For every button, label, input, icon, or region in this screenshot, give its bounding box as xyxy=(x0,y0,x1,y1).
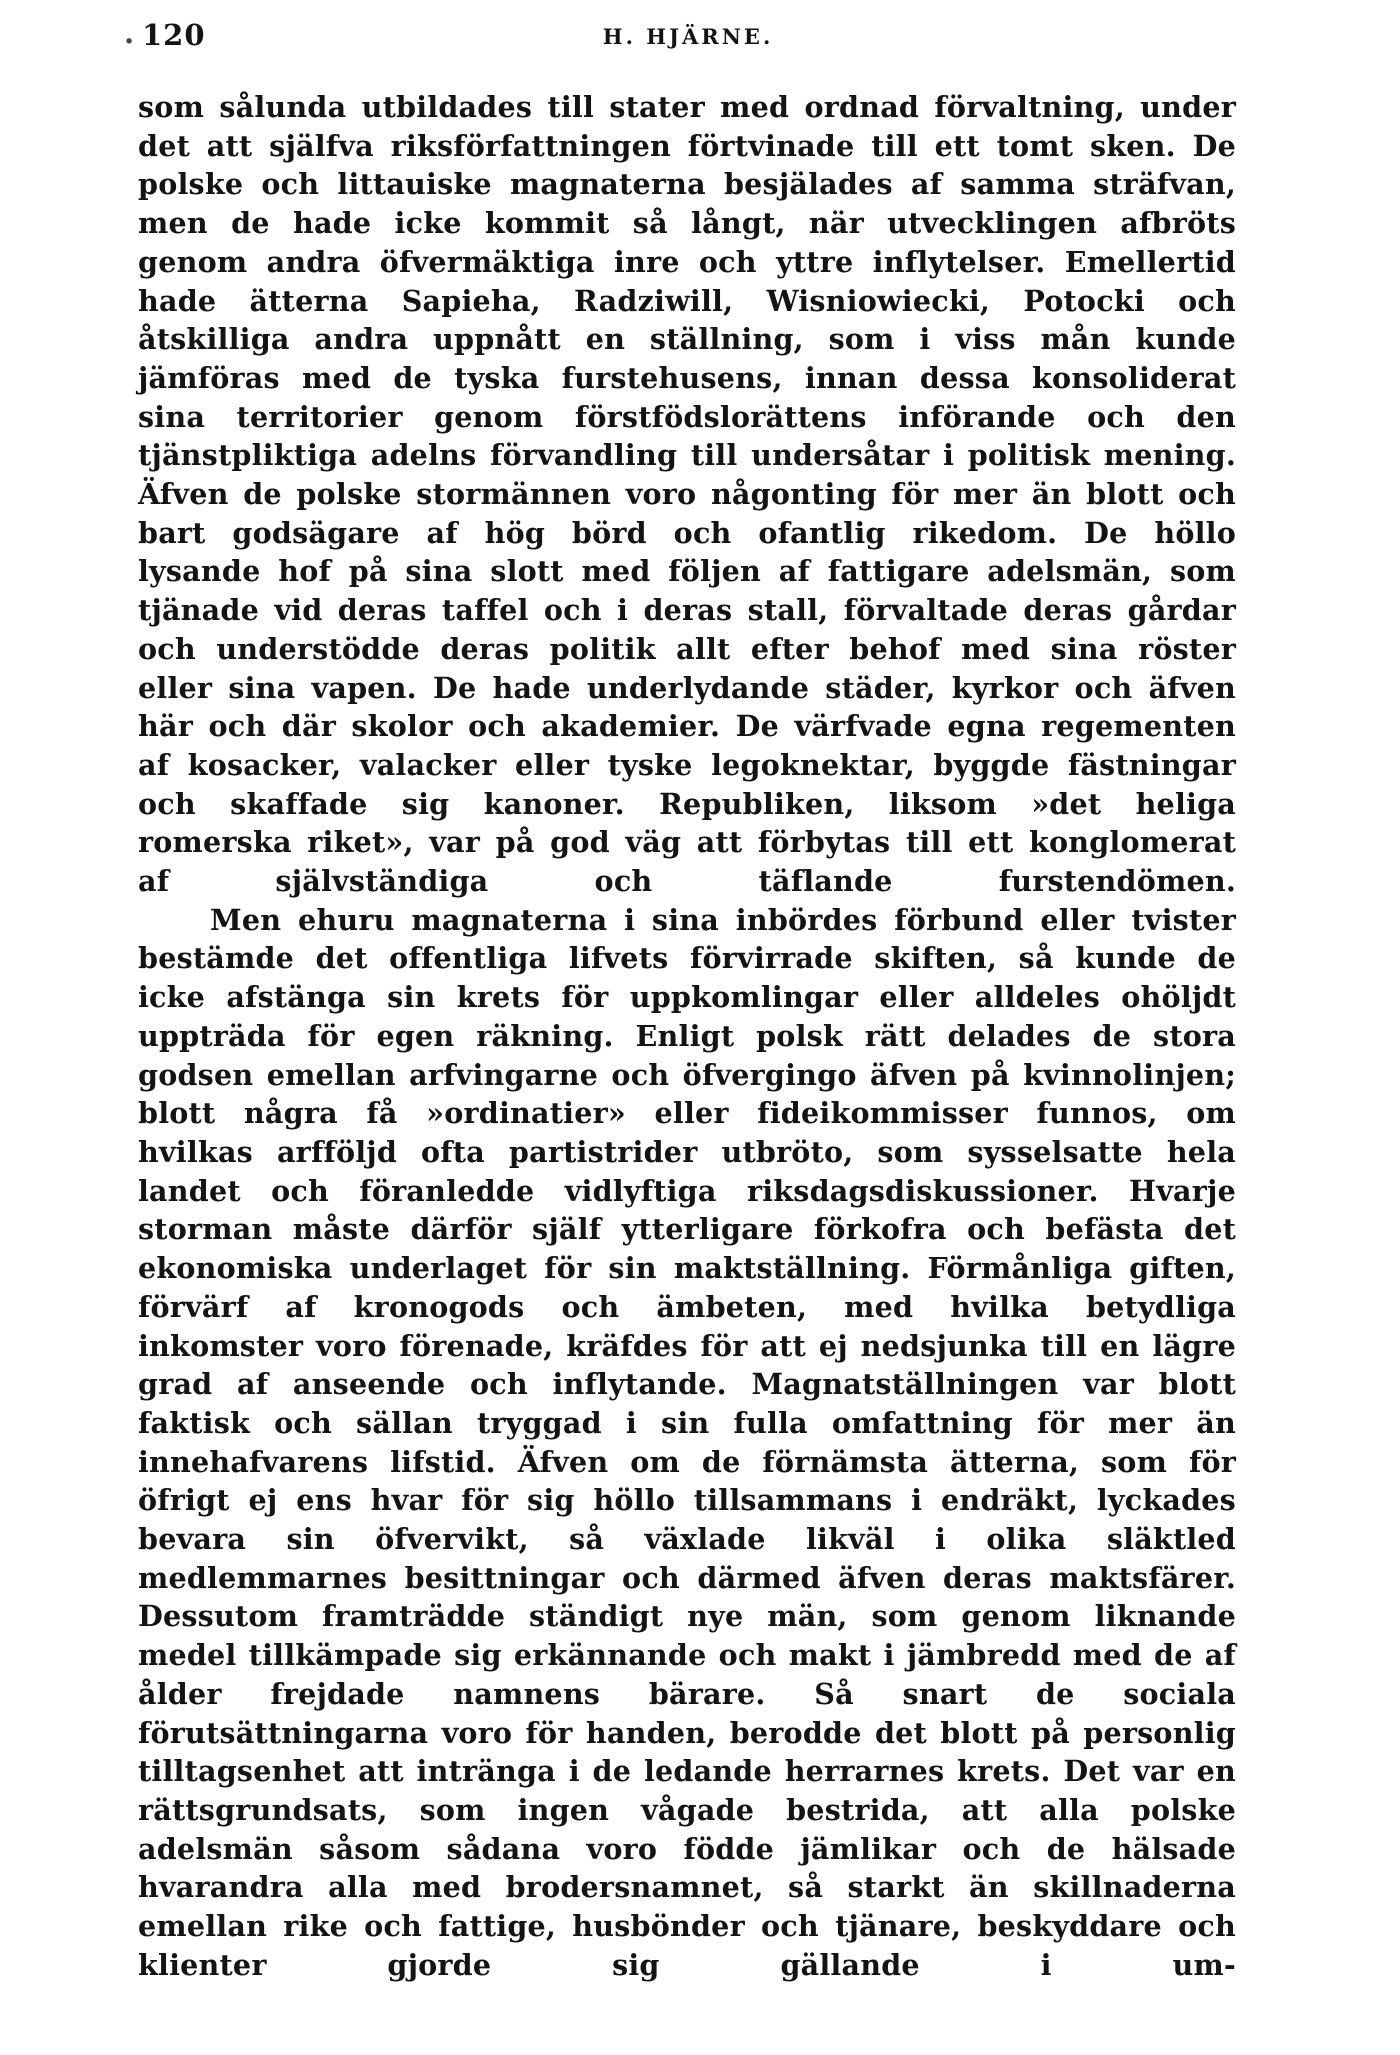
running-head-author: H. HJÄRNE. xyxy=(602,24,774,49)
paragraph-2: Men ehuru magnaterna i sina inbördes förbund eller tvister bestämde det offentliga lifvets förvirrade skiften, så kunde de icke afstänga sin krets för uppkomlingar eller alldeles ohöljdt uppträda för egen räkning. Enligt polsk rätt delades de stora godsen emellan arfvingarne och öfvergingo äfven på kvinnolinjen; blott några få »ordinatier» eller fideikommisser funnos, om hvilkas arfföljd ofta partistrider utbröto, som sysselsatte hela landet och föranledde vidlyftiga riksdagsdiskussioner. Hvarje storman måste därför själf ytterligare förkofra och befästa det ekonomiska underlaget för sin maktställning. Förmånliga giften, förvärf af kronogods och ämbeten, med hvilka betydliga inkomster voro förenade, kräfdes för att ej nedsjunka till en lägre grad af anseende och inflytande. Magnatställningen var blott faktisk och sällan tryggad i sin fulla omfattning för mer än innehafvarens lifstid. Äfven om de förnämsta ätterna, som för öfrigt ej ens hvar för sig höllo tillsammans i endräkt, lyckades bevara sin öfvervikt, så växlade likväl i olika släktled medlemmarnes besittningar och därmed äfven deras maktsfärer. Dessutom framträdde ständigt nye män, som genom liknande medel tillkämpade sig erkännande och makt i jämbredd med de af ålder frejdade namnens bärare. Så snart de sociala förutsättningarna voro för handen, berodde det blott på personlig tilltagsenhet att intränga i de ledande herrarnes krets. Det var en rättsgrundsats, som ingen vågade bestrida, att alla polske adelsmän såsom sådana voro födde jämlikar och de hälsade hvarandra alla med brodersnamnet, så starkt än skillnaderna emellan rike och fattige, husbönder och tjänare, beskyddare och klienter gjorde sig gällande i um- xyxy=(138,902,1236,1982)
paragraph-1: som sålunda utbildades till stater med ordnad förvaltning, under det att själfva riksförfattningen förtvinade till ett tomt sken. De polske och littauiske magnaterna besjälades af samma sträfvan, men de hade icke kommit så långt, när utvecklingen afbröts genom andra öfvermäktiga inre och yttre inflytelser. Emellertid hade ätterna Sapieha, Radziwill, Wisniowiecki, Potocki och åtskilliga andra uppnått en ställning, som i viss mån kunde jämföras med de tyska furstehusens, innan dessa konsoliderat sina territorier genom förstfödslorättens införande och den tjänstpliktiga adelns förvandling till undersåtar i politisk mening. Äfven de polske stormännen voro någonting för mer än blott och bart godsägare af hög börd och ofantlig rikedom. De höllo lysande hof på sina slott med följen af fattigare adelsmän, som tjänade vid deras taffel och i deras stall, förvaltade deras gårdar och understödde deras politik allt efter behof med sina röster eller sina vapen. De hade underlydande städer, kyrkor och äfven här och där skolor och akademier. De värfvade egna regementen af kosacker, valacker eller tyske legoknektar, byggde fästningar och skaffade sig kanoner. Republiken, liksom »det heliga romerska riket», var på god väg att förbytas till ett konglomerat af självständiga och täflande furstendömen. xyxy=(138,90,1236,899)
page-number: . 120 xyxy=(142,18,206,52)
running-head xyxy=(138,18,1238,68)
body-text xyxy=(138,88,1236,1984)
